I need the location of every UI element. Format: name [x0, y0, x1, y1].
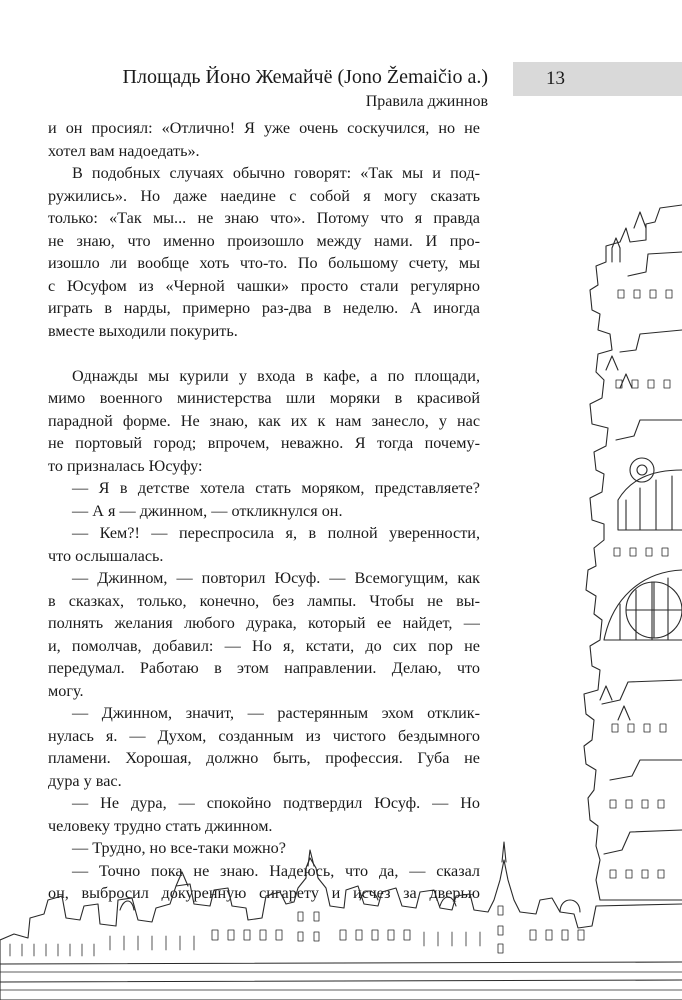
- text-line: играть в нарды, примерно раз-два в неделю. А иногда: [48, 299, 480, 317]
- text-line: нулась я. — Духом, созданным из чистого бездымного: [48, 726, 480, 745]
- text-line: могу.: [48, 681, 84, 700]
- page-number-tab: [513, 62, 682, 96]
- running-head-book-title: Площадь Йоно Жемайчё (Jono Žemaičio a.): [122, 66, 488, 88]
- right-skyline-border: [584, 205, 682, 900]
- text-line: вместе выходили покурить.: [48, 321, 238, 340]
- text-line: — Я в детстве хотела стать моряком, представляете?: [72, 479, 480, 497]
- text-line: и, помолчав, добавил: — Но я, кстати, до сих пор не: [48, 636, 480, 655]
- text-line: мимо военного министерства шли моряки в красивой: [48, 389, 480, 407]
- text-line: не знаю, что именно произошло между нами. И про-: [48, 231, 480, 250]
- running-head-chapter-title: Правила джиннов: [365, 93, 488, 110]
- text-line: дура у вас.: [48, 771, 122, 790]
- paragraph-gap: [48, 342, 480, 365]
- body-text: [48, 117, 480, 905]
- text-line: — А я — джинном, — откликнулся он.: [72, 501, 343, 520]
- text-line: с Юсуфом из «Черной чашки» просто стали регулярно: [48, 276, 480, 295]
- text-line: ружились». Но даже наедине с собой я могу сказать: [48, 186, 480, 205]
- text-line: и он просиял: «Отлично! Я уже очень соскучился, но не: [48, 119, 480, 137]
- text-line: пламени. Хорошая, должно быть, профессия. Губа не: [48, 749, 480, 767]
- text-line: Однажды мы курили у входа в кафе, а по площади,: [72, 366, 480, 385]
- text-line: то призналась Юсуфу:: [48, 456, 203, 475]
- text-line: — Кем?! — переспросила я, в полной уверенности,: [72, 524, 480, 542]
- text-line: в сказках, только, конечно, без лампы. Чтобы не вы-: [48, 591, 480, 610]
- text-line: не портовый город; впрочем, неважно. Я тогда почему-: [48, 434, 480, 452]
- text-line: только: «Так мы... не знаю что». Потому что я правда: [48, 209, 480, 227]
- text-line: — Точно пока не знаю. Надеюсь, что да, — сказал: [72, 861, 480, 880]
- text-line: — Не дура, — спокойно подтвердил Юсуф. — Но: [72, 794, 480, 812]
- page-number: 13: [546, 68, 565, 89]
- text-line: парадной форме. Не знаю, как их к нам занесло, у нас: [48, 411, 480, 430]
- text-line: хотел вам надоедать».: [48, 141, 200, 160]
- text-line: полнять желания любого дурака, который ее найдет, —: [48, 614, 480, 632]
- text-line: человеку трудно стать джинном.: [48, 816, 273, 835]
- text-line: — Джинном, значит, — растерянным эхом отклик-: [72, 704, 480, 722]
- text-line: он, выбросил докуренную сигарету и исчез за дверью: [48, 884, 480, 902]
- text-line: — Трудно, но все-таки можно?: [72, 839, 286, 857]
- text-line: что ослышалась.: [48, 546, 164, 565]
- text-line: В подобных случаях обычно говорят: «Так мы и под-: [72, 164, 480, 182]
- text-line: — Джинном, — повторил Юсуф. — Всемогущим, как: [72, 569, 480, 587]
- text-line: изошло ли вообще хоть что-то. По большому счету, мы: [48, 254, 480, 272]
- text-line: передумал. Работаю в этом направлении. Делаю, что: [48, 659, 480, 677]
